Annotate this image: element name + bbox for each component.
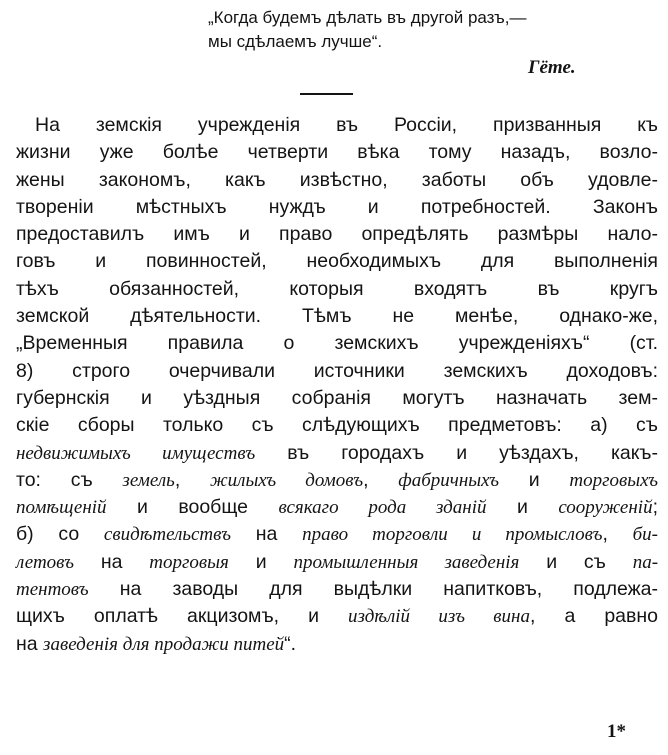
text-line: На земскія учрежденія въ Россіи, призванныя къ (35, 114, 658, 136)
text-segment: и вообще (106, 496, 279, 519)
text-line (16, 521, 658, 548)
italic-term: летовъ (16, 551, 75, 573)
epigraph (208, 6, 656, 54)
text-segment: и съ (519, 550, 633, 573)
text-line (16, 494, 658, 521)
body-paragraph (16, 112, 658, 658)
text-line: земской дѣятельности. Тѣмъ не менѣе, однако-же, (16, 305, 658, 328)
text-segment: на (231, 523, 303, 546)
text-segment: б) со (16, 523, 104, 546)
text-line: твореніи мѣстныхъ нуждъ и потребностей. Законъ (16, 195, 658, 218)
text-segment: то: съ (16, 468, 123, 491)
text-line (16, 549, 658, 576)
text-segment: , а равно (529, 605, 658, 628)
text-line: жены закономъ, какъ извѣстно, заботы объ удовле- (16, 168, 658, 191)
italic-term: би- (632, 524, 659, 546)
italic-term: земель (122, 469, 175, 491)
page-number: 1* (607, 721, 626, 742)
text-segment: и (486, 496, 559, 519)
text-segment: , (602, 523, 633, 546)
text-segment: въ городахъ и уѣздахъ, какъ- (255, 441, 658, 464)
text-segment: на заводы для выдѣлки напитковъ, подлежа- (88, 578, 658, 601)
italic-term: промышленныя заведенія (293, 551, 520, 573)
italic-term: помѣщеній (16, 497, 107, 519)
italic-term: сооруженій (558, 497, 653, 519)
italic-term: свидѣтельствъ (103, 524, 232, 546)
italic-term: торговыя (149, 551, 229, 573)
italic-term: па- (632, 551, 659, 573)
separator-rule (300, 93, 353, 95)
epigraph-line-1: „Когда будемъ дѣлать въ другой разъ,— (208, 8, 527, 27)
text-segment: , (363, 468, 399, 491)
italic-term: заведенія для продажи питей (43, 633, 285, 655)
italic-term: право торговли и промысловъ (302, 524, 603, 546)
italic-term: жилыхъ домовъ (209, 469, 364, 491)
text-segment: щихъ оплатѣ акцизомъ, и (16, 605, 349, 628)
italic-term: недвижимыхъ имуществъ (16, 442, 256, 464)
text-segment: ; (652, 496, 658, 519)
italic-term: издѣлій изъ вина (348, 606, 530, 628)
text-segment: “. (284, 632, 297, 655)
italic-term: тентовъ (16, 579, 89, 601)
text-segment: и (499, 468, 570, 491)
epigraph-line-2: мы сдѣлаемъ лучше“. (208, 32, 383, 51)
text-segment: на (74, 550, 150, 573)
text-line: жизни уже болѣе четверти вѣка тому назадъ, возло- (16, 141, 658, 164)
text-line: тѣхъ обязанностей, которыя входятъ въ кругъ (16, 277, 658, 300)
text-line: говъ и повинностей, необходимыхъ для выполненія (16, 250, 658, 273)
text-line (16, 440, 658, 467)
text-segment: на (16, 632, 44, 655)
italic-term: всякаго рода зданій (278, 497, 487, 519)
text-line: скіе сборы только съ слѣдующихъ предметовъ: а) съ (16, 414, 658, 437)
text-segment: , (174, 468, 210, 491)
text-line (16, 603, 658, 630)
text-line: предоставилъ имъ и право опредѣлять размѣры нало- (16, 223, 658, 246)
text-line (16, 467, 658, 494)
text-line: губернскія и уѣздныя собранія могутъ назначать зем- (16, 386, 658, 409)
text-line (16, 631, 658, 658)
text-line: 8) строго очерчивали источники земскихъ доходовъ: (16, 359, 658, 382)
text-segment: и (228, 550, 294, 573)
text-line: „Временныя правила о земскихъ учрежденіяхъ“ (ст. (16, 332, 658, 355)
epigraph-author: Гёте. (528, 57, 576, 78)
italic-term: фабричныхъ (398, 469, 499, 491)
text-line (16, 576, 658, 603)
italic-term: торговыхъ (569, 469, 658, 491)
